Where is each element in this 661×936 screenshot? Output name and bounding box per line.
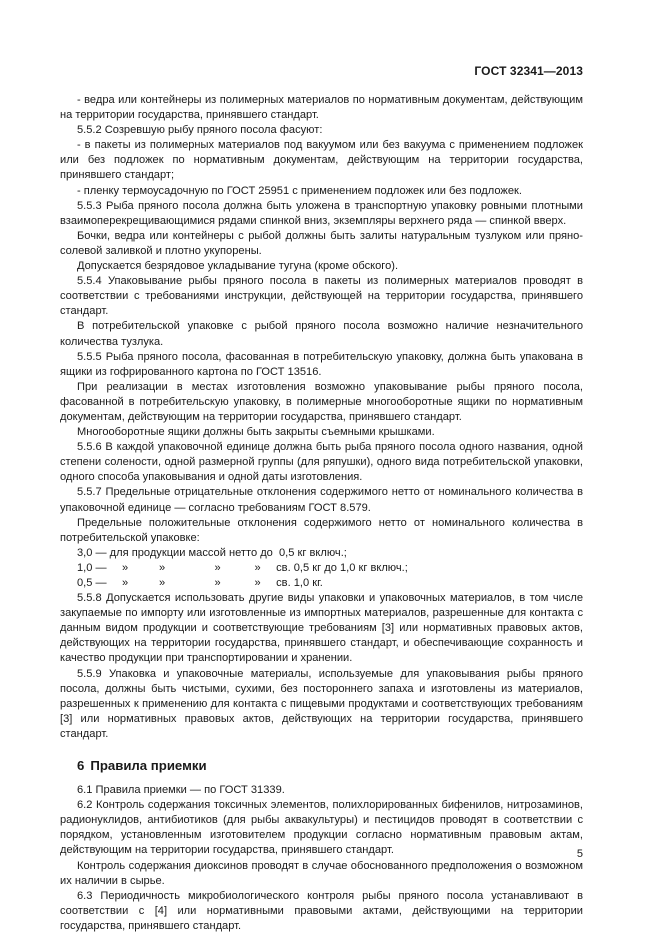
paragraph: 6.1 Правила приемки — по ГОСТ 31339. xyxy=(77,784,285,797)
paragraph: 5.5.2 Созревшую рыбу пряного посола фасуют: xyxy=(77,124,323,137)
tolerance-line: 3,0 — для продукции массой нетто до 0,5 кг включ.; xyxy=(77,546,347,559)
paragraph: При реализации в местах изготовления возможно упаковывание рыбы пряного посола, фасованной в потребительскую упаковку, в полимерные многооборотные ящики по нормативным документам, действующим на территории государства, принявшего стандарт. xyxy=(60,380,583,423)
section-heading xyxy=(60,758,583,774)
paragraph: 5.5.5 Рыба пряного посола, фасованная в потребительскую упаковку, должна быть упакована в ящики из гофрированного картона по ГОСТ 13516. xyxy=(60,350,583,378)
tolerance-line: 1,0 — » » » » св. 0,5 кг до 1,0 кг включ.; xyxy=(77,561,408,574)
paragraph: Предельные положительные отклонения содержимого нетто от номинального количества в потребительской упаковке: xyxy=(60,516,583,544)
page-content xyxy=(60,93,583,934)
paragraph: 6.2 Контроль содержания токсичных элементов, полихлорированных бифенилов, нитрозаминов, радионуклидов, антибиотиков (для рыбы аквакультуры) и пестицидов проводят в соответствии с порядком, установленным изготовителем продукции согласно нормативным правовым актам, действующим на территории государства, принявшего стандарт. xyxy=(60,799,583,857)
paragraph: Бочки, ведра или контейнеры с рыбой должны быть залиты натуральным тузлуком или пряно-солевой заливкой и плотно укупорены. xyxy=(60,229,583,257)
document-code: ГОСТ 32341—2013 xyxy=(474,64,583,78)
paragraph: Многооборотные ящики должны быть закрыты съемными крышками. xyxy=(77,426,435,439)
paragraph: 5.5.3 Рыба пряного посола должна быть уложена в транспортную упаковку ровными плотными взаимоперекрещивающимися рядами спинкой вниз, экземпляры верхнего ряда — спинкой вверх. xyxy=(60,199,583,227)
section-title: Правила приемки xyxy=(90,758,207,774)
section-number: 6 xyxy=(77,758,85,774)
paragraph: 5.5.8 Допускается использовать другие виды упаковки и упаковочных материалов, в том числе закупаемые по импорту или изготовленные из импортных материалов, разрешенные для контакта с данным видом продукции и соответствующие требованиям [3] или нормативных правовых актов, действующих на территории государства, принявшего стандарт, и обеспечивающие сохранность и качество продукции при транспортировании и хранении. xyxy=(60,592,583,665)
paragraph: Контроль содержания диоксинов проводят в случае обоснованного предположения о возможном их наличии в сырье. xyxy=(60,859,583,887)
paragraph: 5.5.9 Упаковка и упаковочные материалы, используемые для упаковывания рыбы пряного посола, должны быть чистыми, сухими, без постороннего запаха и изготовлены из материалов, разрешенных к применению для контакта с пищевыми продуктами и соответствующих требованиям [3] или нормативных правовых актов, действующих на территории государства, принявшего стандарт. xyxy=(60,667,583,740)
paragraph: В потребительской упаковке с рыбой пряного посола возможно наличие незначительного количества тузлука. xyxy=(60,320,583,348)
paragraph: 5.5.7 Предельные отрицательные отклонения содержимого нетто от номинального количества в упаковочной единице — согласно требованиям ГОСТ 8.579. xyxy=(60,486,583,514)
paragraph: - пленку термоусадочную по ГОСТ 25951 с применением подложек или без подложек. xyxy=(77,184,522,197)
paragraph: Допускается безрядовое укладывание тугуна (кроме обского). xyxy=(77,260,399,273)
page-number: 5 xyxy=(576,848,583,860)
paragraph: 5.5.4 Упаковывание рыбы пряного посола в пакеты из полимерных материалов проводят в соответствии с требованиями инструкции, действующей на территории государства, принявшего стандарт. xyxy=(60,275,583,318)
paragraph: 5.5.6 В каждой упаковочной единице должна быть рыба пряного посола одного названия, одной степени солености, одной размерной группы (для ряпушки), одного вида потребительской упаковки, одного способа упаковывания и одной даты изготовления. xyxy=(60,441,583,484)
paragraph: - в пакеты из полимерных материалов под вакуумом или без вакуума с применением подложек или без подложек по нормативным документам, действующим на территории государства, принявшего стандарт; xyxy=(60,139,583,182)
paragraph: - ведра или контейнеры из полимерных материалов по нормативным документам, действующим на территории государства, принявшего стандарт. xyxy=(60,94,583,122)
paragraph: 6.3 Периодичность микробиологического контроля рыбы пряного посола устанавливают в соответствии с [4] или нормативными правовыми актами, действующими на территории государства, принявшего стандарт. xyxy=(60,889,583,932)
tolerance-line: 0,5 — » » » » св. 1,0 кг. xyxy=(77,577,323,589)
